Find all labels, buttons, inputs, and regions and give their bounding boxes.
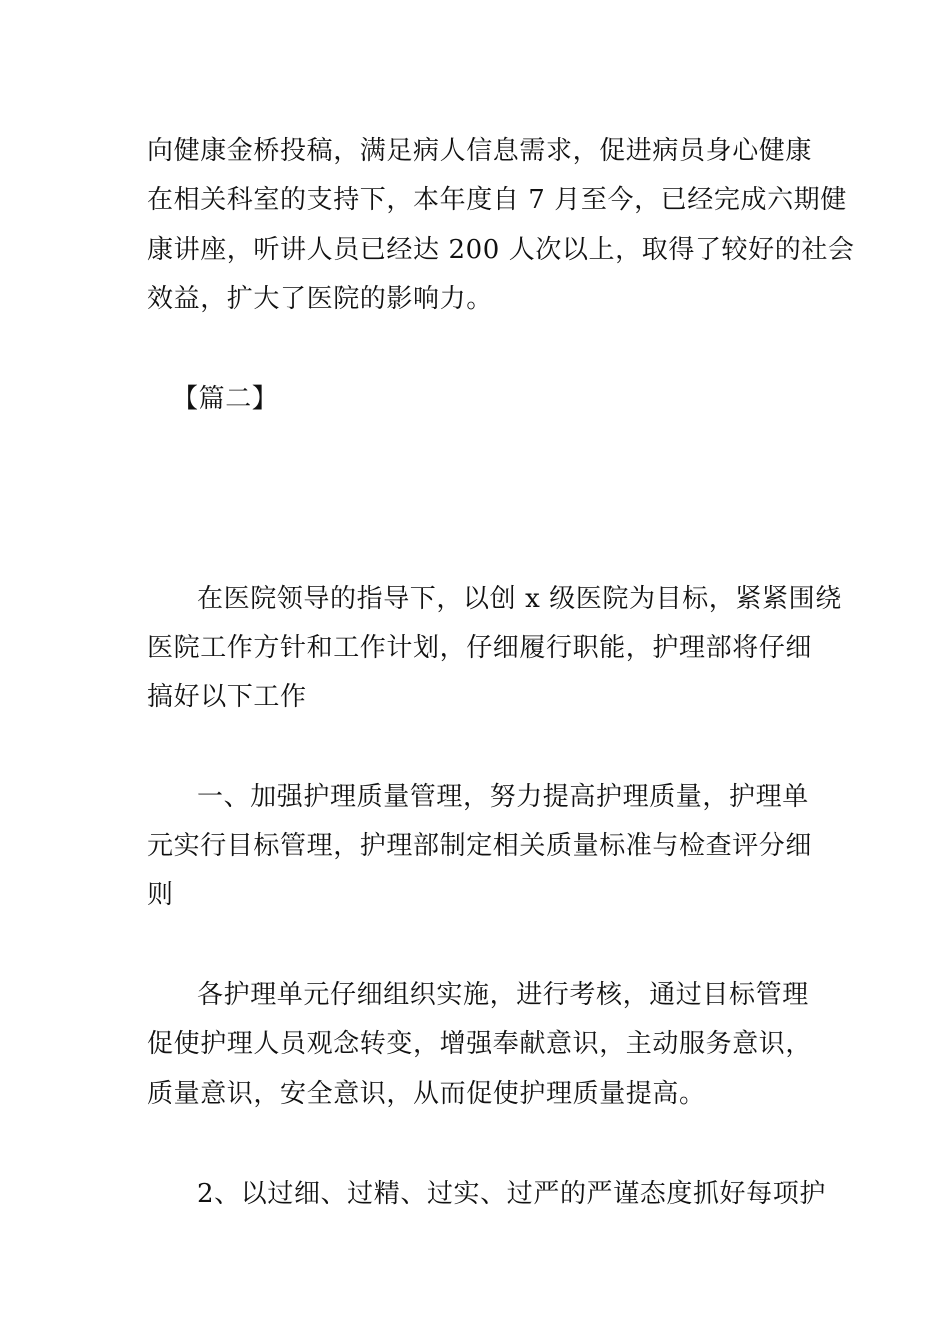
paragraph-2-line-1: 在医院领导的指导下，以创 x 级医院为目标，紧紧围绕 <box>197 584 842 614</box>
paragraph-2-line-2: 医院工作方针和工作计划，仔细履行职能，护理部将仔细 <box>147 633 813 663</box>
paragraph-5-line-1: 2、以过细、过精、过实、过严的严谨态度抓好每项护 <box>197 1179 826 1209</box>
paragraph-1-line-4: 效益，扩大了医院的影响力。 <box>147 284 493 314</box>
paragraph-3-line-1: 一、加强护理质量管理，努力提高护理质量，护理单 <box>197 782 809 812</box>
paragraph-1-line-1: 向健康金桥投稿，满足病人信息需求，促进病员身心健康 <box>147 136 813 166</box>
paragraph-4-line-2: 促使护理人员观念转变，增强奉献意识，主动服务意识， <box>147 1029 813 1059</box>
paragraph-3-line-2: 元实行目标管理，护理部制定相关质量标准与检查评分细 <box>147 831 813 861</box>
paragraph-2-line-3: 搞好以下工作 <box>147 682 307 712</box>
paragraph-4-line-1: 各护理单元仔细组织实施，进行考核，通过目标管理 <box>197 980 809 1010</box>
paragraph-4-line-3: 质量意识，安全意识，从而促使护理质量提高。 <box>147 1079 706 1109</box>
paragraph-3-line-3: 则 <box>147 880 174 910</box>
section-heading: 【篇二】 <box>172 384 279 414</box>
paragraph-1-line-3: 康讲座，听讲人员已经达 200 人次以上，取得了较好的社会 <box>147 235 855 265</box>
paragraph-1-line-2: 在相关科室的支持下，本年度自 7 月至今，已经完成六期健 <box>147 185 847 215</box>
